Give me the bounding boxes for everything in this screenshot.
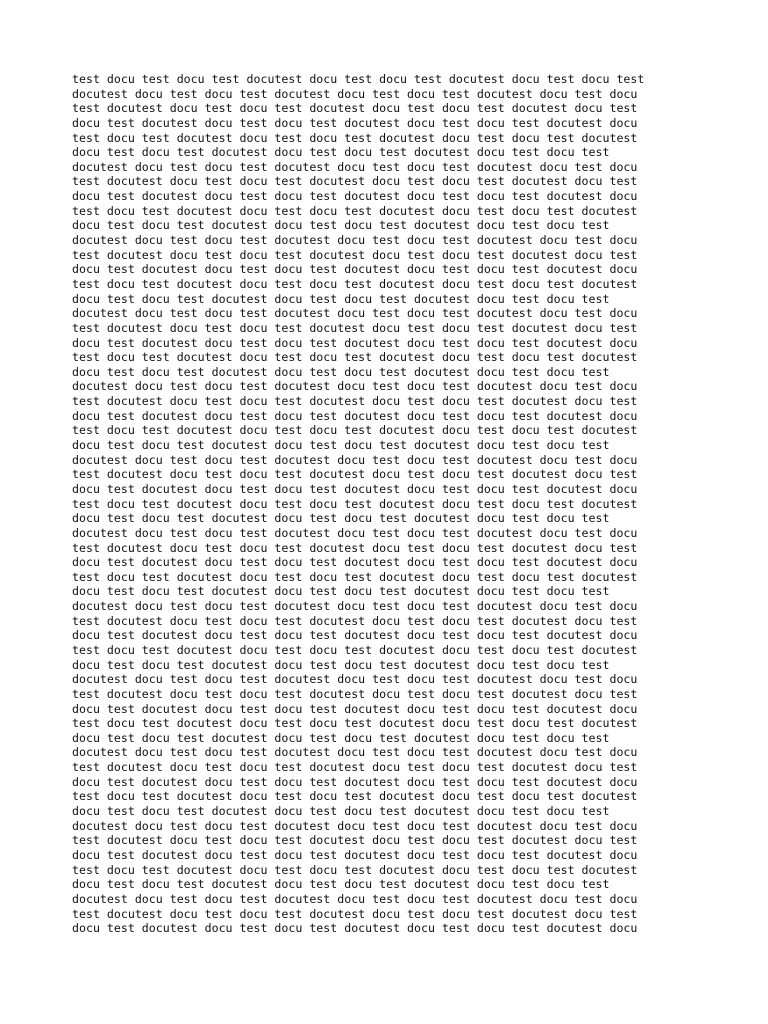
text-line: docu test docu test docutest docu test docu test docutest docu test docu test	[72, 877, 610, 892]
text-line: test docu test docutest docu test docu test docutest docu test docu test docutest	[72, 789, 638, 804]
text-line: docu test docu test docutest docu test docu test docutest docu test docu test	[72, 291, 610, 306]
text-line: docu test docu test docutest docu test docu test docutest docu test docu test	[72, 364, 610, 379]
text-line: test docutest docu test docu test docutest docu test docu test docutest docu test	[72, 320, 638, 335]
text-line: docu test docutest docu test docu test docutest docu test docu test docutest docu	[72, 847, 638, 862]
text-line: docu test docutest docu test docu test docutest docu test docu test docutest docu	[72, 628, 638, 643]
text-line: docu test docutest docu test docu test docutest docu test docu test docutest docu	[72, 774, 638, 789]
text-line: docu test docutest docu test docu test docutest docu test docu test docutest docu	[72, 701, 638, 716]
text-line: docutest docu test docu test docutest docu test docu test docutest docu test docu	[72, 159, 638, 174]
text-line: test docutest docu test docu test docutest docu test docu test docutest docu test	[72, 467, 638, 482]
text-line: docu test docu test docutest docu test docu test docutest docu test docu test	[72, 218, 610, 233]
text-line: docutest docu test docu test docutest docu test docu test docutest docu test docu	[72, 379, 638, 394]
text-line: test docutest docu test docu test docutest docu test docu test docutest docu test	[72, 101, 638, 116]
text-line: test docutest docu test docu test docutest docu test docu test docutest docu test	[72, 247, 638, 262]
text-line: docu test docu test docutest docu test docu test docutest docu test docu test	[72, 730, 610, 745]
text-line: docu test docu test docutest docu test docu test docutest docu test docu test	[72, 657, 610, 672]
text-line: docu test docutest docu test docu test docutest docu test docu test docutest docu	[72, 335, 638, 350]
text-line: test docu test docutest docu test docu test docutest docu test docu test docutest	[72, 350, 638, 365]
text-line: docutest docu test docu test docutest docu test docu test docutest docu test docu	[72, 891, 638, 906]
text-line: docu test docu test docutest docu test docu test docutest docu test docu test	[72, 804, 610, 819]
text-line: docutest docu test docu test docutest docu test docu test docutest docu test docu	[72, 745, 638, 760]
text-line: test docutest docu test docu test docutest docu test docu test docutest docu test	[72, 906, 638, 921]
text-line: test docu test docutest docu test docu test docutest docu test docu test docutest	[72, 423, 638, 438]
text-line: docutest docu test docu test docutest docu test docu test docutest docu test docu	[72, 599, 638, 614]
text-line: test docutest docu test docu test docutest docu test docu test docutest docu test	[72, 760, 638, 775]
text-line: docu test docutest docu test docu test docutest docu test docu test docutest docu	[72, 262, 638, 277]
text-line: docutest docu test docu test docutest docu test docu test docutest docu test docu	[72, 306, 638, 321]
text-line: test docu test docutest docu test docu test docutest docu test docu test docutest	[72, 716, 638, 731]
text-line: docu test docutest docu test docu test docutest docu test docu test docutest docu	[72, 481, 638, 496]
text-line: docu test docutest docu test docu test docutest docu test docu test docutest docu	[72, 115, 638, 130]
text-line: test docutest docu test docu test docutest docu test docu test docutest docu test	[72, 686, 638, 701]
text-line: test docu test docutest docu test docu test docutest docu test docu test docutest	[72, 862, 638, 877]
text-line: docu test docu test docutest docu test docu test docutest docu test docu test	[72, 438, 610, 453]
text-line: docu test docutest docu test docu test docutest docu test docu test docutest docu	[72, 408, 638, 423]
text-line: test docutest docu test docu test docutest docu test docu test docutest docu test	[72, 174, 638, 189]
text-line: test docu test docutest docu test docu test docutest docu test docu test docutest	[72, 642, 638, 657]
text-line: docutest docu test docu test docutest docu test docu test docutest docu test docu	[72, 452, 638, 467]
text-line: test docutest docu test docu test docutest docu test docu test docutest docu test	[72, 540, 638, 555]
text-line: docu test docutest docu test docu test docutest docu test docu test docutest docu	[72, 555, 638, 570]
text-line: docutest docu test docu test docutest docu test docu test docutest docu test docu	[72, 818, 638, 833]
text-line: docutest docu test docu test docutest docu test docu test docutest docu test docu	[72, 86, 638, 101]
text-line: test docutest docu test docu test docutest docu test docu test docutest docu test	[72, 613, 638, 628]
text-line: docutest docu test docu test docutest docu test docu test docutest docu test docu	[72, 672, 638, 687]
text-line: docutest docu test docu test docutest docu test docu test docutest docu test docu	[72, 233, 638, 248]
text-line: test docutest docu test docu test docutest docu test docu test docutest docu test	[72, 394, 638, 409]
text-line: test docu test docutest docu test docu test docutest docu test docu test docutest	[72, 496, 638, 511]
text-line: docu test docu test docutest docu test docu test docutest docu test docu test	[72, 584, 610, 599]
text-line: docu test docu test docutest docu test docu test docutest docu test docu test	[72, 145, 610, 160]
text-line: test docutest docu test docu test docutest docu test docu test docutest docu test	[72, 833, 638, 848]
text-line: test docu test docu test docutest docu test docu test docutest docu test docu test	[72, 72, 645, 86]
text-line: test docu test docutest docu test docu test docutest docu test docu test docutest	[72, 276, 638, 291]
text-line: docu test docutest docu test docu test docutest docu test docu test docutest docu	[72, 189, 638, 204]
text-line: test docu test docutest docu test docu test docutest docu test docu test docutest	[72, 203, 638, 218]
text-line: test docu test docutest docu test docu test docutest docu test docu test docutest	[72, 130, 638, 145]
document-body	[72, 72, 712, 936]
text-line: test docu test docutest docu test docu test docutest docu test docu test docutest	[72, 569, 638, 584]
text-line: docu test docu test docutest docu test docu test docutest docu test docu test	[72, 511, 610, 526]
text-line: docutest docu test docu test docutest docu test docu test docutest docu test docu	[72, 525, 638, 540]
text-line: docu test docutest docu test docu test docutest docu test docu test docutest docu	[72, 921, 638, 936]
